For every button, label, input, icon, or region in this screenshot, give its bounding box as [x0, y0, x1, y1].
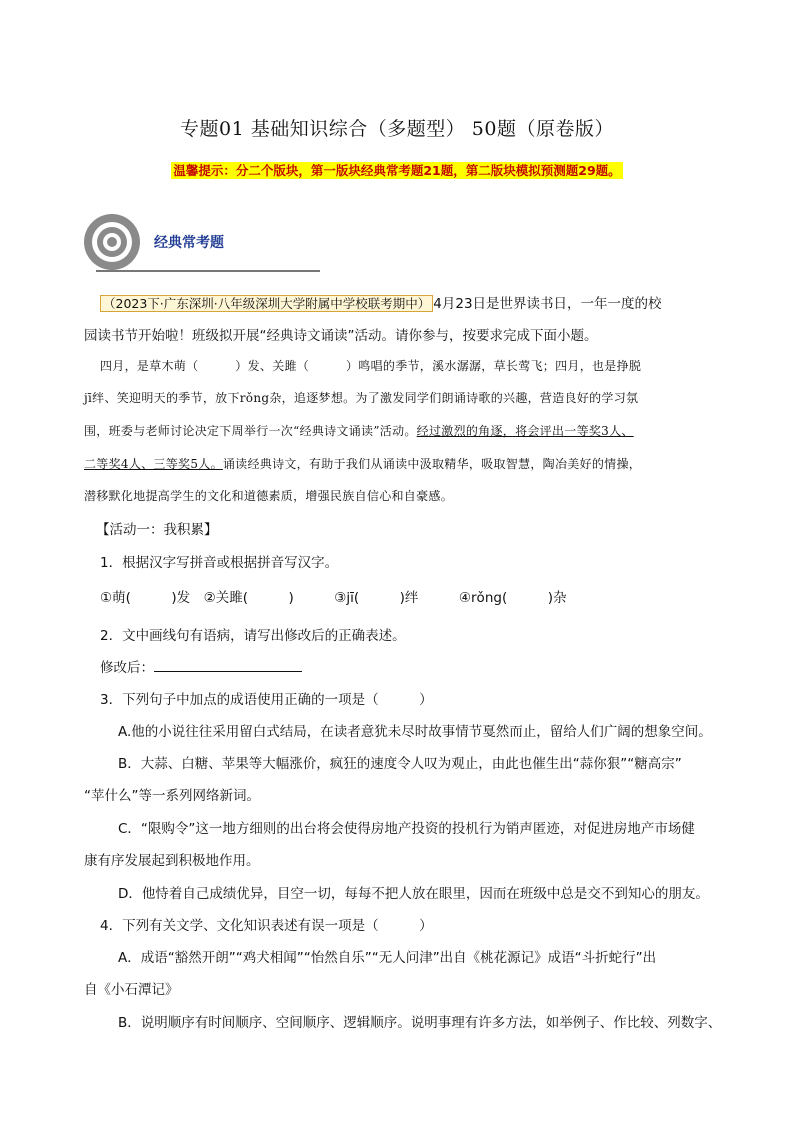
q3-stem: 3．下列句子中加点的成语使用正确的一项是（ ） [100, 692, 433, 708]
underlined-sentence: 二等奖4人、三等奖5人。 [84, 457, 223, 471]
source-tag: （2023下·广东深圳·八年级深圳大学附属中学校联考期中） [100, 295, 433, 312]
q4-option-a-cont: 自《小石潭记》 [84, 982, 179, 998]
passage-line-3 [84, 422, 714, 439]
passage-line-2: jī绊、笑迎明天的季节，放下rǒng杂，追逐梦想。为了激发同学们朗诵诗歌的兴趣，营造良好的学习氛 [84, 391, 639, 405]
passage-text: 诵读经典诗文，有助于我们从诵读中汲取精华，吸取智慧，陶冶美好的情操， [222, 457, 642, 471]
q2-answer [100, 656, 302, 676]
q1-stem: 1．根据汉字写拼音或根据拼音写汉字。 [100, 555, 339, 571]
q1-items: ①萌( )发 ②关雎( ) ③jī( )绊 ④rǒng( )杂 [100, 590, 567, 606]
answer-blank [154, 659, 302, 672]
activity-heading: 【活动一：我积累】 [96, 522, 218, 538]
q3-option-c-cont: 康有序发展起到积极地作用。 [84, 853, 260, 869]
intro-line-2: 园读书节开始啦！班级拟开展“经典诗文诵读”活动。请你参与，按要求完成下面小题。 [84, 328, 598, 344]
section-label: 经典常考题 [154, 235, 224, 251]
page-title: 专题01 基础知识综合（多题型） 50题（原卷版） [180, 118, 614, 140]
intro-rest: 4月23日是世界读书日，一年一度的校 [433, 296, 662, 312]
q3-option-d: D．他恃着自己成绩优异，目空一切，每每不把人放在眼里，因而在班级中总是交不到知心的朋友。 [118, 886, 709, 902]
tip-banner [0, 160, 794, 179]
tip-text: 温馨提示：分二个版块，第一版块经典常考题21题，第二版块模拟预测题29题。 [173, 163, 621, 178]
q3-option-c: C．“限购令”这一地方细则的出台将会使得房地产投资的投机行为销声匿迹，对促进房地产市场健 [118, 821, 695, 837]
q4-option-a: A．成语“豁然开朗”“鸡犬相闻”“怡然自乐”“无人问津”出自《桃花源记》成语“斗折蛇行”出 [118, 950, 657, 966]
passage-line-4 [84, 455, 714, 472]
q3-option-b-cont: “苹什么”等一系列网络新词。 [84, 788, 260, 804]
passage-line-1: 四月，是草木萌（ ）发、关雎（ ）鸣唱的季节，溪水潺潺，草长莺飞；四月，也是挣脱 [100, 359, 642, 373]
q3-option-a: A.他的小说往往采用留白式结局，在读者意犹未尽时故事情节戛然而止，留给人们广阔的想象空间。 [118, 724, 712, 740]
q2-stem: 2．文中画线句有语病，请写出修改后的正确表述。 [100, 628, 406, 644]
target-icon [78, 212, 148, 274]
intro-line-1 [100, 292, 662, 312]
section-divider [96, 270, 320, 272]
section-header [78, 212, 248, 276]
q4-option-b: B．说明顺序有时间顺序、空间顺序、逻辑顺序。说明事理有许多方法，如举例子、作比较、列数字、 [118, 1015, 722, 1031]
passage-line-5: 潜移默化地提高学生的文化和道德素质，增强民族自信心和自豪感。 [84, 489, 454, 503]
q4-stem: 4．下列有关文学、文化知识表述有误一项是（ ） [100, 918, 433, 934]
underlined-sentence: 经过激烈的角逐，将会评出一等奖3人、 [416, 424, 634, 438]
passage-text: 围，班委与老师讨论决定下周举行一次“经典诗文诵读”活动。 [84, 424, 417, 438]
q3-option-b: B．大蒜、白糖、苹果等大幅涨价，疯狂的速度令人叹为观止，由此也催生出“蒜你狠”“糖高宗” [118, 756, 682, 772]
q2-answer-label: 修改后： [100, 660, 154, 676]
